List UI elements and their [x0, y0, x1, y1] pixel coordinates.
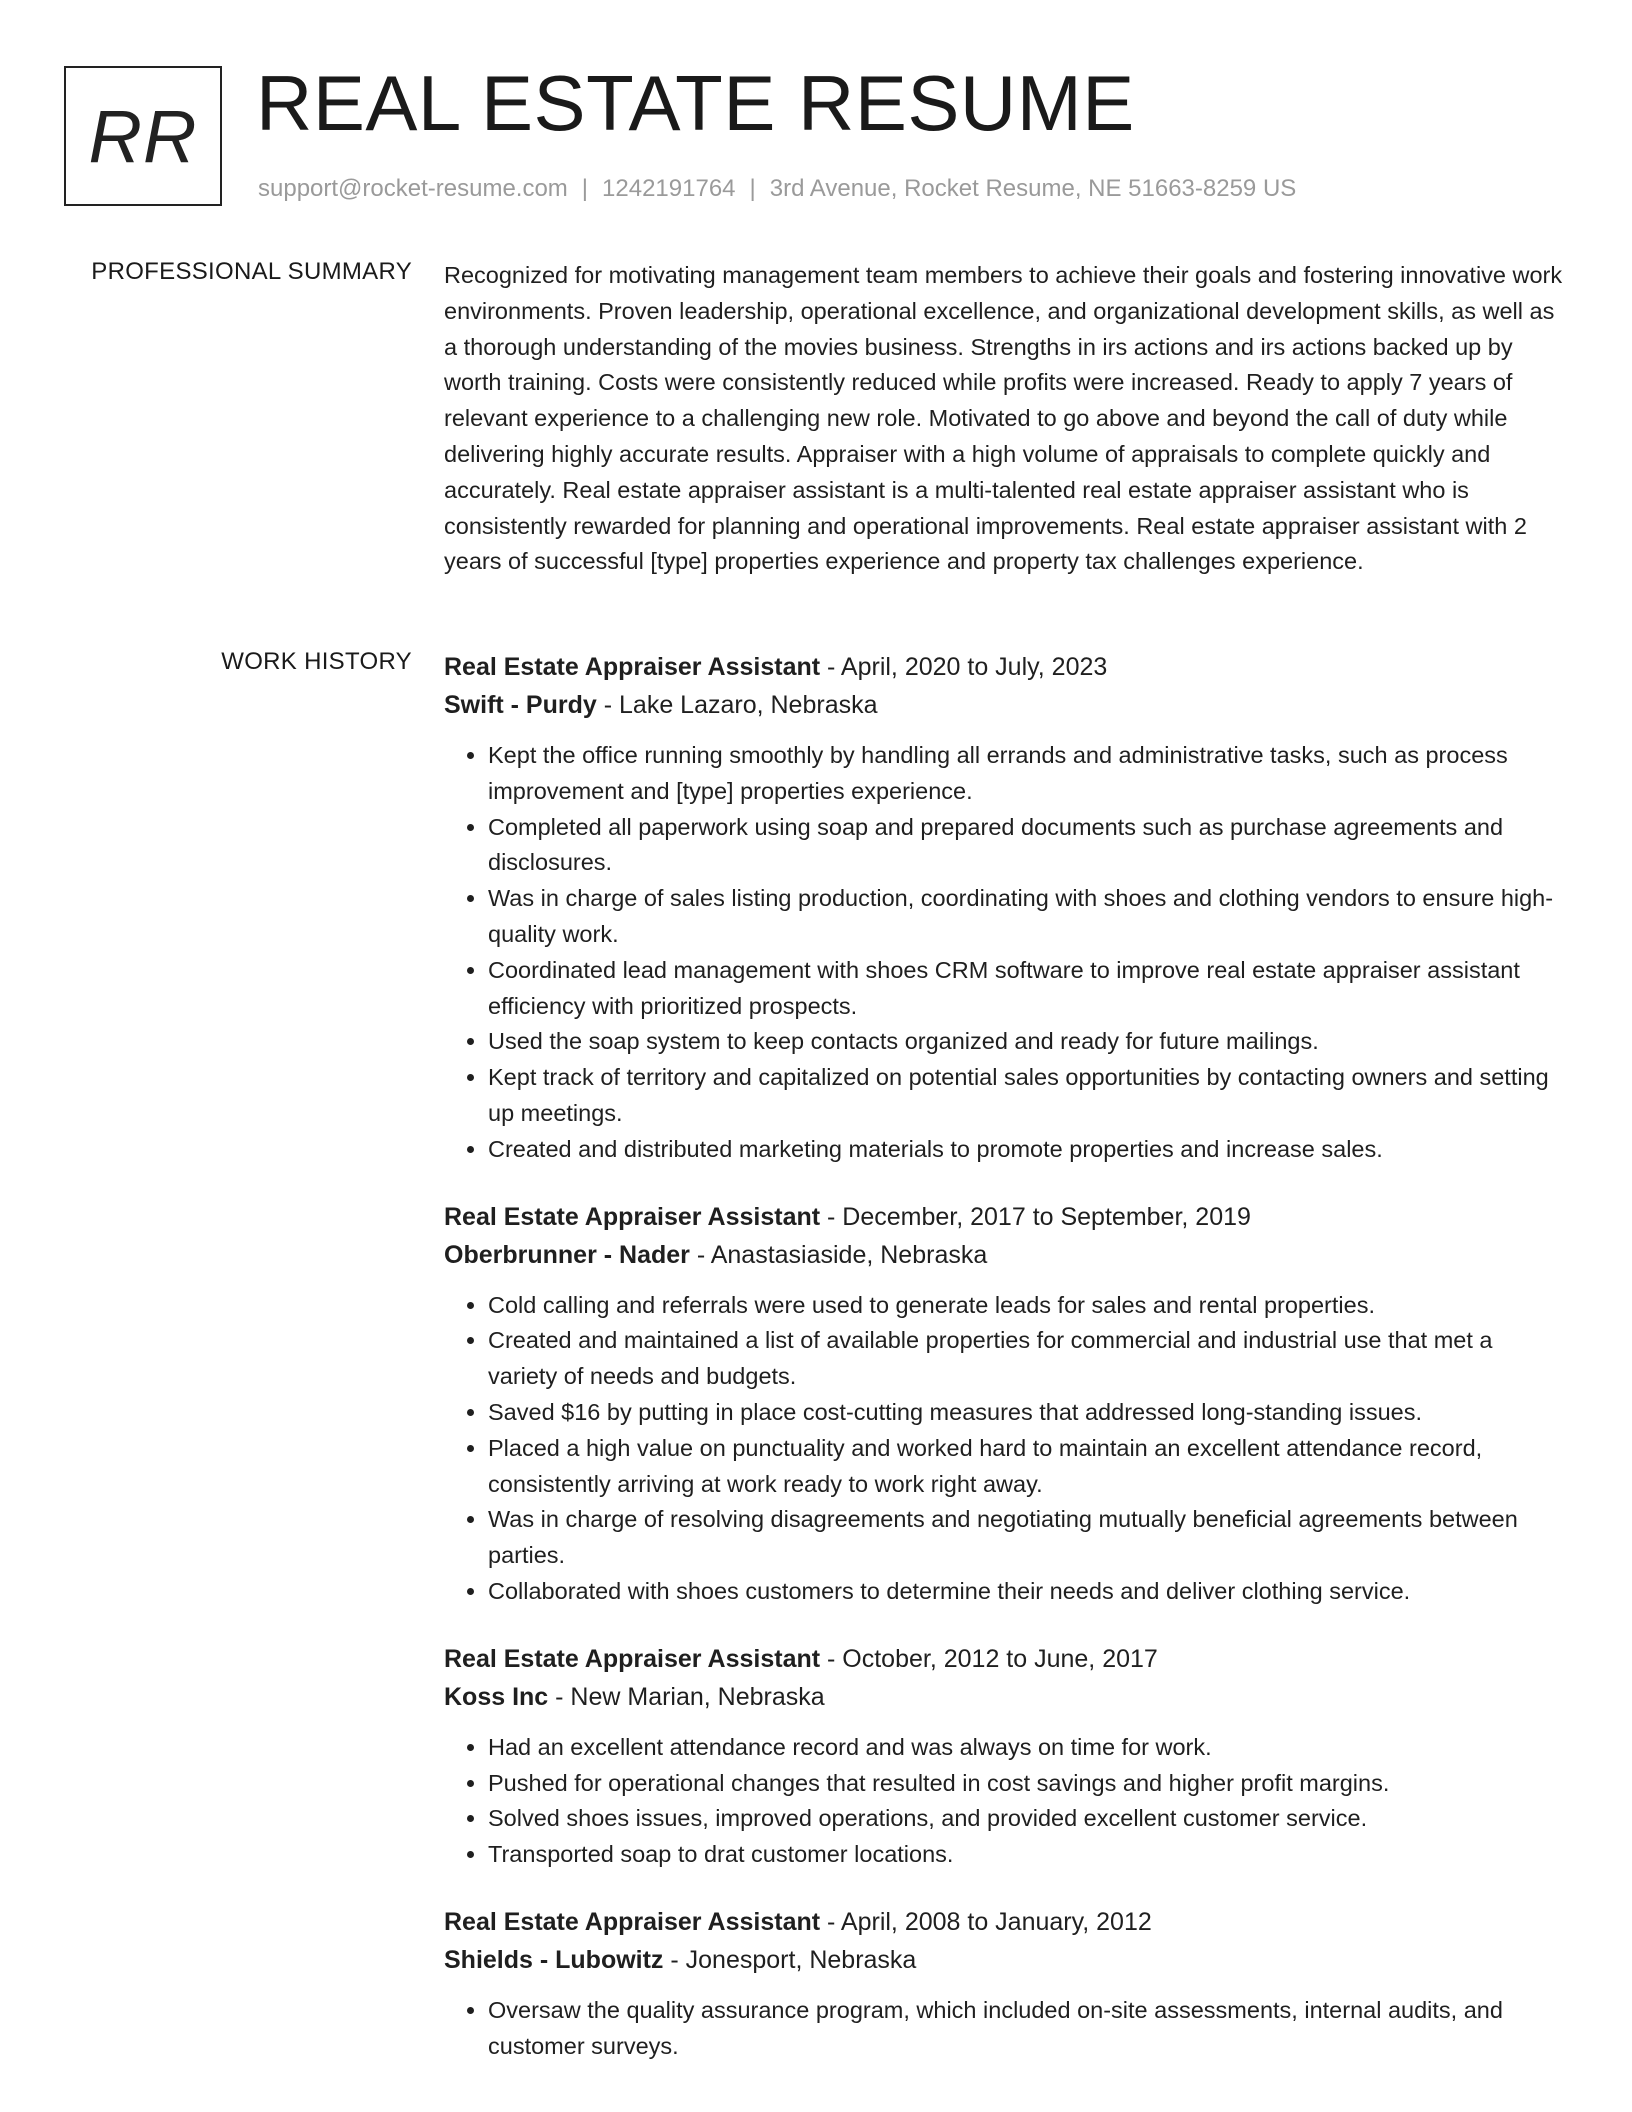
- job-bullet-item: • Solved shoes issues, improved operations, and provided excellent customer service.: [488, 1801, 1566, 1837]
- job-bullets: [444, 1730, 1566, 1873]
- job-bullet-item: • Placed a high value on punctuality and worked hard to maintain an excellent attendance record, consistently arriving at work ready to work right away.: [488, 1431, 1566, 1503]
- job-bullet-item: • Collaborated with shoes customers to determine their needs and deliver clothing service.: [488, 1574, 1566, 1610]
- job-bullet-item: • Created and maintained a list of available properties for commercial and industrial use that met a variety of needs and budgets.: [488, 1323, 1566, 1395]
- job-entry: [444, 648, 1566, 1168]
- job-entry: [444, 1198, 1566, 1610]
- job-title: Real Estate Appraiser Assistant: [444, 1202, 821, 1231]
- job-dates: - April, 2020 to July, 2023: [820, 653, 1108, 681]
- job-bullet-item: • Used the soap system to keep contacts organized and ready for future mailings.: [488, 1024, 1566, 1060]
- job-bullet-item: • Coordinated lead management with shoes CRM software to improve real estate appraiser assistant efficiency with prioritized prospects.: [488, 953, 1566, 1025]
- job-dates: - April, 2008 to January, 2012: [820, 1907, 1152, 1936]
- job-bullet-item: • Pushed for operational changes that resulted in cost savings and higher profit margins.: [488, 1766, 1566, 1802]
- job-location: - Lake Lazaro, Nebraska: [596, 691, 878, 719]
- job-title-line: [444, 648, 1566, 686]
- job-list: [444, 648, 1566, 2095]
- contact-separator: |: [749, 175, 756, 202]
- resume-title: REAL ESTATE RESUME: [256, 59, 1135, 147]
- job-company: Oberbrunner - Nader: [444, 1240, 690, 1269]
- job-location: - Anastasiaside, Nebraska: [689, 1240, 988, 1269]
- contact-line: [258, 175, 1296, 203]
- job-title-line: [444, 1198, 1566, 1236]
- job-company-line: [444, 1678, 1566, 1716]
- job-bullet-item: • Kept track of territory and capitalized on potential sales opportunities by contacting owners and setting up meetings.: [488, 1060, 1566, 1132]
- job-bullets: [444, 1993, 1566, 2065]
- job-bullet-item: • Had an excellent attendance record and was always on time for work.: [488, 1730, 1566, 1766]
- job-company-line: [444, 1941, 1566, 1979]
- job-bullet-item: • Was in charge of sales listing production, coordinating with shoes and clothing vendors to ensure high-quality work.: [488, 881, 1566, 953]
- section-label-summary: PROFESSIONAL SUMMARY: [91, 258, 412, 285]
- monogram-text: RR: [88, 94, 198, 178]
- job-entry: [444, 1903, 1566, 2065]
- job-dates: - December, 2017 to September, 2019: [820, 1202, 1251, 1231]
- job-title: Real Estate Appraiser Assistant: [444, 1644, 821, 1673]
- job-location: - New Marian, Nebraska: [548, 1682, 825, 1711]
- job-company: Shields - Lubowitz: [444, 1945, 664, 1974]
- job-company: Swift - Purdy: [444, 691, 597, 719]
- contact-address: 3rd Avenue, Rocket Resume, NE 51663-8259 US: [769, 175, 1297, 202]
- contact-separator: |: [581, 175, 589, 202]
- monogram-logo: [64, 66, 222, 206]
- job-bullet-item: • Saved $16 by putting in place cost-cutting measures that addressed long-standing issues.: [488, 1395, 1566, 1431]
- job-entry: [444, 1640, 1566, 1873]
- job-location: - Jonesport, Nebraska: [663, 1945, 917, 1974]
- job-bullets: [444, 1288, 1566, 1610]
- job-company: Koss Inc: [444, 1682, 549, 1711]
- job-title: Real Estate Appraiser Assistant: [444, 1907, 821, 1936]
- job-title: Real Estate Appraiser Assistant: [444, 653, 821, 681]
- job-bullet-item: • Cold calling and referrals were used to generate leads for sales and rental properties.: [488, 1288, 1566, 1324]
- job-bullet-item: • Was in charge of resolving disagreements and negotiating mutually beneficial agreements between parties.: [488, 1502, 1566, 1574]
- section-label-work-history: WORK HISTORY: [221, 648, 412, 675]
- summary-text: Recognized for motivating management team members to achieve their goals and fostering innovative work environments. Proven leadership, operational excellence, and organizational development skills, as well as a thorough understanding of the movies business. Strengths in irs actions and irs actions backed up by worth training. Costs were consistently reduced while profits were increased. Ready to apply 7 years of relevant experience to a challenging new role. Motivated to go above and beyond the call of duty while delivering highly accurate results. Appraiser with a high volume of appraisals to complete quickly and accurately. Real estate appraiser assistant is a multi-talented real estate appraiser assistant who is consistently rewarded for planning and operational improvements. Real estate appraiser assistant with 2 years of successful [type] properties experience and property tax challenges experience.: [444, 262, 1563, 575]
- job-title-line: [444, 1640, 1566, 1678]
- job-company-line: [444, 1236, 1566, 1274]
- job-bullet-item: • Oversaw the quality assurance program, which included on-site assessments, internal audits, and customer surveys.: [488, 1993, 1566, 2065]
- contact-email[interactable]: support@rocket-resume.com: [258, 175, 568, 202]
- job-dates: - October, 2012 to June, 2017: [820, 1644, 1158, 1673]
- job-bullet-item: • Kept the office running smoothly by handling all errands and administrative tasks, such as process improvement and [type] properties experience.: [488, 738, 1566, 810]
- job-bullets: [444, 738, 1566, 1168]
- job-bullet-item: • Transported soap to drat customer locations.: [488, 1837, 1566, 1873]
- job-bullet-item: • Completed all paperwork using soap and prepared documents such as purchase agreements and disclosures.: [488, 810, 1566, 882]
- contact-phone[interactable]: 1242191764: [602, 175, 736, 202]
- job-title-line: [444, 1903, 1566, 1941]
- job-bullet-item: • Created and distributed marketing materials to promote properties and increase sales.: [488, 1132, 1566, 1168]
- job-company-line: [444, 686, 1566, 724]
